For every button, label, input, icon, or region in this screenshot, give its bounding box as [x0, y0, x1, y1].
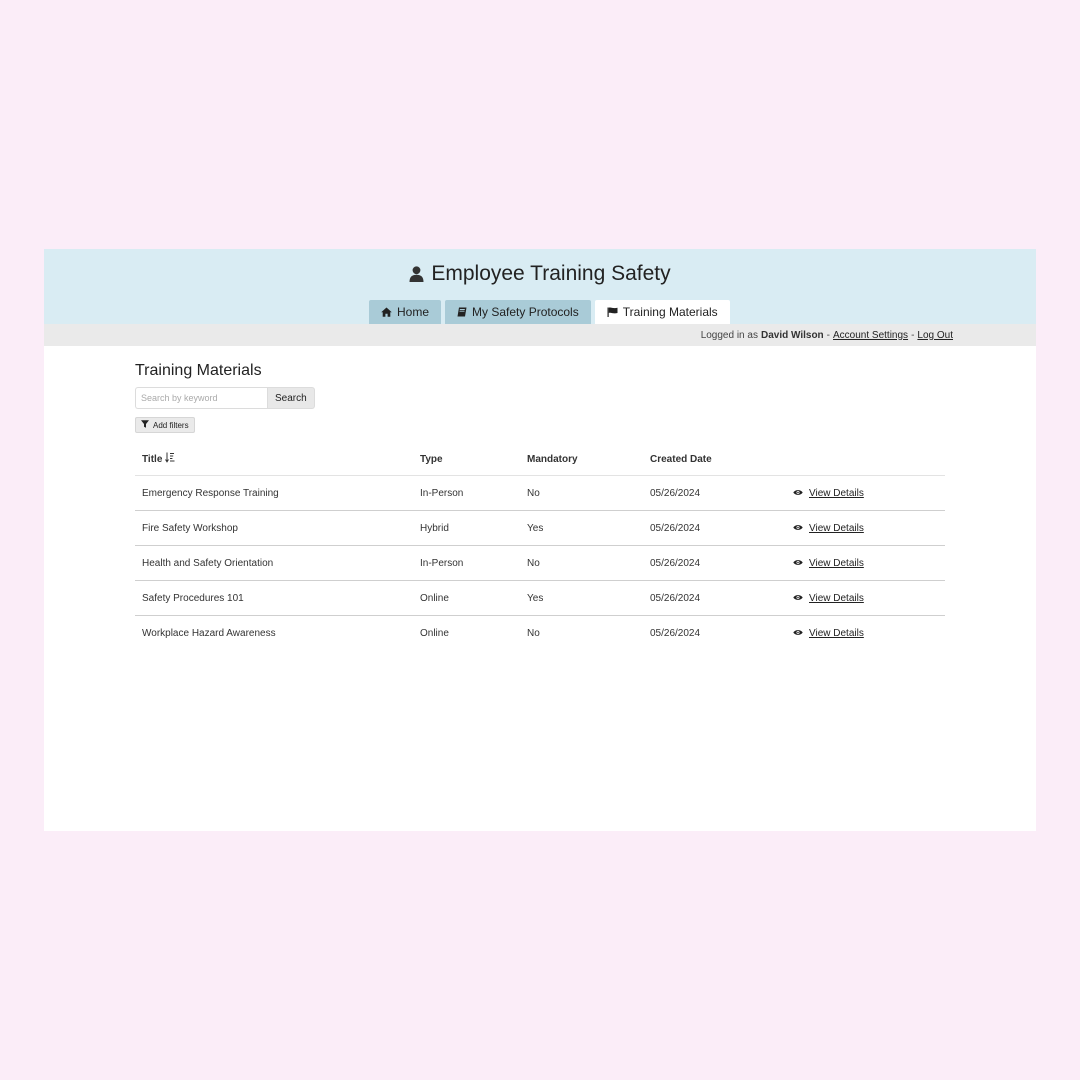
cell-actions [786, 616, 945, 651]
view-details-link[interactable] [793, 488, 864, 499]
add-filters-label: Add filters [153, 420, 189, 430]
eye-icon [793, 558, 803, 569]
eye-icon [793, 488, 803, 499]
cell-type: Online [413, 581, 520, 616]
table-header-row [135, 443, 945, 476]
view-details-link[interactable] [793, 628, 864, 639]
cell-actions [786, 546, 945, 581]
sort-alpha-down-icon[interactable] [165, 452, 175, 466]
cell-type: In-Person [413, 546, 520, 581]
cell-actions [786, 511, 945, 546]
page-title: Training Materials [135, 362, 262, 379]
logged-in-prefix: Logged in as [700, 329, 758, 341]
view-details-link[interactable] [793, 523, 864, 534]
home-icon [381, 307, 392, 317]
cell-mandatory: No [527, 627, 540, 639]
cell-type: In-Person [413, 476, 520, 511]
cell-title: Fire Safety Workshop [135, 511, 413, 546]
cell-type: Online [420, 627, 449, 639]
table-row [135, 511, 945, 546]
column-header-created-date: Created Date [643, 443, 786, 476]
nav-tabs [369, 300, 730, 324]
view-details-label: View Details [809, 487, 864, 499]
cell-created-date: 05/26/2024 [643, 546, 786, 581]
cell-title: Emergency Response Training [135, 476, 413, 511]
app-window [44, 249, 1036, 831]
user-icon [409, 266, 424, 282]
view-details-link[interactable] [793, 593, 864, 604]
add-filters-button[interactable] [135, 417, 195, 433]
cell-mandatory: No [520, 476, 643, 511]
table-row [135, 476, 945, 511]
cell-title: Workplace Hazard Awareness [142, 627, 276, 639]
tab-home-label: Home [397, 305, 430, 319]
eye-icon [793, 523, 803, 534]
cell-type: Hybrid [413, 511, 520, 546]
cell-created-date: 05/26/2024 [643, 581, 786, 616]
view-details-label: View Details [809, 522, 864, 534]
cell-created-date: 05/26/2024 [643, 511, 786, 546]
view-details-link[interactable] [793, 558, 864, 569]
user-bar [44, 324, 1036, 346]
app-title [44, 262, 1036, 286]
cell-created-date: 05/26/2024 [643, 476, 786, 511]
column-header-title-label: Title [142, 453, 163, 465]
tab-my-safety-protocols-label: My Safety Protocols [472, 305, 579, 319]
column-header-actions [786, 443, 945, 476]
eye-icon [793, 628, 803, 639]
app-title-text: Employee Training Safety [431, 262, 671, 285]
app-header [44, 249, 1036, 324]
table-row [135, 546, 945, 581]
view-details-label: View Details [809, 627, 864, 639]
search-button[interactable]: Search [267, 387, 315, 409]
table-row [135, 581, 945, 616]
cell-mandatory: No [520, 546, 643, 581]
cell-mandatory: Yes [520, 581, 643, 616]
tab-home[interactable] [369, 300, 441, 324]
book-icon [457, 307, 467, 317]
column-header-mandatory: Mandatory [520, 443, 643, 476]
view-details-label: View Details [809, 557, 864, 569]
cell-actions [786, 476, 945, 511]
logged-in-username: David Wilson [760, 329, 824, 341]
tab-my-safety-protocols[interactable] [445, 300, 591, 324]
column-header-title[interactable] [135, 443, 413, 476]
view-details-label: View Details [809, 592, 864, 604]
cell-actions [786, 581, 945, 616]
eye-icon [793, 593, 803, 604]
column-header-type: Type [413, 443, 520, 476]
userbar-separator: - [826, 329, 831, 341]
account-settings-link[interactable]: Account Settings [833, 329, 909, 341]
cell-title: Safety Procedures 101 [135, 581, 413, 616]
cell-created-date: 05/26/2024 [650, 627, 701, 639]
tab-training-materials-label: Training Materials [622, 305, 718, 319]
table-row [135, 616, 945, 651]
search-input[interactable] [135, 387, 267, 409]
cell-title: Health and Safety Orientation [135, 546, 413, 581]
tab-training-materials[interactable] [595, 300, 730, 324]
logout-link[interactable]: Log Out [917, 329, 953, 341]
userbar-separator: - [911, 329, 915, 341]
filter-icon [141, 420, 149, 430]
search-bar [135, 387, 945, 409]
cell-mandatory: Yes [520, 511, 643, 546]
training-materials-table [135, 443, 945, 650]
flag-icon [607, 307, 618, 317]
main-content [135, 362, 945, 650]
